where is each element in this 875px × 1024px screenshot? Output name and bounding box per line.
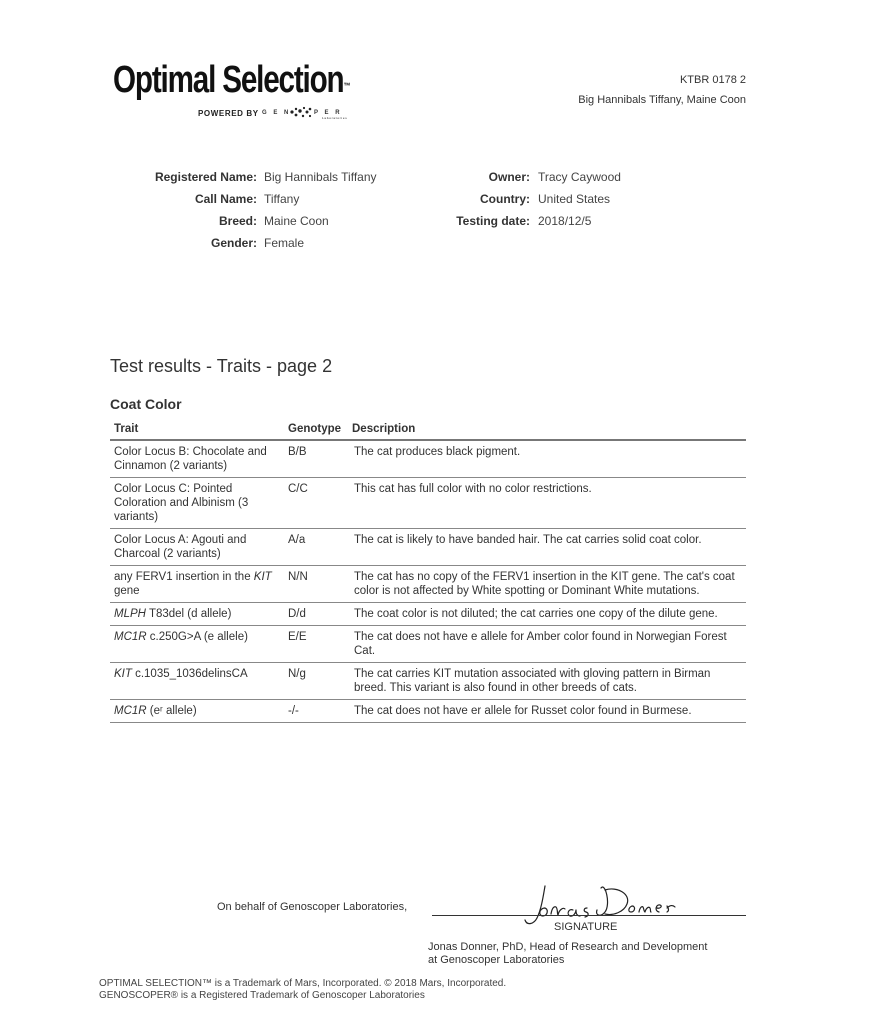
trait-cell bbox=[110, 700, 288, 723]
svg-text:P E R: P E R bbox=[313, 110, 342, 116]
table-row bbox=[110, 440, 746, 478]
footer-line-1: OPTIMAL SELECTION™ is a Trademark of Mars, Incorporated. © 2018 Mars, Incorporated. bbox=[99, 978, 507, 989]
footer bbox=[99, 978, 506, 1002]
coat-color-heading: Coat Color bbox=[110, 396, 182, 412]
signatory-line-2: at Genoscoper Laboratories bbox=[428, 954, 565, 966]
description-cell: The cat does not have e allele for Amber color found in Norwegian Forest Cat. bbox=[350, 626, 746, 663]
signature-line bbox=[432, 915, 746, 916]
testing-date-value: 2018/12/5 bbox=[538, 214, 592, 228]
testing-date-label: Testing date: bbox=[456, 214, 530, 228]
header-description: Description bbox=[350, 422, 746, 440]
table-row bbox=[110, 663, 746, 700]
registered-name-label: Registered Name: bbox=[154, 170, 257, 184]
trait-cell bbox=[110, 626, 288, 663]
country-label: Country: bbox=[480, 192, 530, 206]
svg-text:G E N: G E N bbox=[261, 110, 291, 116]
trait-gene: MC1R bbox=[114, 631, 147, 643]
description-cell: The cat has no copy of the FERV1 insertion in the KIT gene. The cat's coat color is not affected by White spotting or Dominant White mutations. bbox=[350, 566, 746, 603]
trait-cell bbox=[110, 566, 288, 603]
trait-gene: KIT bbox=[253, 571, 272, 583]
table-row bbox=[110, 529, 746, 566]
trait-text: c.1035_1036delinsCA bbox=[131, 668, 248, 680]
trait-tail: gene bbox=[114, 585, 140, 597]
trait-gene: MC1R bbox=[114, 705, 147, 717]
logo-powered-by bbox=[198, 106, 347, 120]
footer-line-2: GENOSCOPER® is a Registered Trademark of Genoscoper Laboratories bbox=[99, 990, 425, 1001]
registered-name-value: Big Hannibals Tiffany bbox=[264, 170, 377, 184]
table-row bbox=[110, 478, 746, 529]
trait-text: (eʳ allele) bbox=[146, 705, 197, 717]
table-row bbox=[110, 603, 746, 626]
section-title: Test results - Traits - page 2 bbox=[110, 356, 333, 376]
genotype-cell: C/C bbox=[288, 478, 350, 529]
logo-tm: ™ bbox=[343, 81, 351, 91]
trait-cell bbox=[110, 529, 288, 566]
gender-value: Female bbox=[264, 236, 305, 250]
trait-cell bbox=[110, 478, 288, 529]
trait-cell bbox=[110, 440, 288, 478]
description-cell: The cat does not have er allele for Russet color found in Burmese. bbox=[350, 700, 746, 723]
header-trait: Trait bbox=[110, 422, 288, 440]
description-cell: This cat has full color with no color restrictions. bbox=[350, 478, 746, 529]
trait-text: Color Locus C: Pointed Coloration and Albinism (3 variants) bbox=[114, 483, 249, 523]
table-row bbox=[110, 566, 746, 603]
trait-text: any FERV1 insertion in the bbox=[114, 571, 254, 583]
genotype-cell: B/B bbox=[288, 440, 350, 478]
report-subject: Big Hannibals Tiffany, Maine Coon bbox=[578, 94, 746, 106]
owner-label: Owner: bbox=[488, 170, 530, 184]
description-cell: The cat produces black pigment. bbox=[350, 440, 746, 478]
genotype-cell: A/a bbox=[288, 529, 350, 566]
trait-gene: MLPH bbox=[114, 608, 146, 620]
signature-caption: SIGNATURE bbox=[554, 921, 618, 933]
description-cell: The coat color is not diluted; the cat carries one copy of the dilute gene. bbox=[350, 603, 746, 626]
on-behalf-text: On behalf of Genoscoper Laboratories, bbox=[217, 901, 408, 913]
call-name-value: Tiffany bbox=[264, 192, 300, 206]
report-code: KTBR 0178 2 bbox=[679, 74, 746, 86]
description-cell: The cat is likely to have banded hair. The cat carries solid coat color. bbox=[350, 529, 746, 566]
header-right bbox=[578, 70, 746, 110]
genoscoper-logo-icon bbox=[262, 106, 347, 120]
genotype-cell: N/g bbox=[288, 663, 350, 700]
genotype-cell: -/- bbox=[288, 700, 350, 723]
trait-gene: KIT bbox=[114, 668, 132, 680]
trait-text: T83del (d allele) bbox=[145, 608, 232, 620]
genotype-cell: D/d bbox=[288, 603, 350, 626]
genotype-cell: E/E bbox=[288, 626, 350, 663]
trait-cell bbox=[110, 663, 288, 700]
logo-text: Optimal Selection bbox=[113, 59, 344, 101]
breed-label: Breed: bbox=[218, 214, 257, 228]
logo-title bbox=[113, 58, 350, 102]
country-value: United States bbox=[538, 192, 611, 206]
table-row bbox=[110, 626, 746, 663]
table-header-row bbox=[110, 422, 746, 440]
coat-color-table bbox=[110, 422, 746, 723]
breed-value: Maine Coon bbox=[264, 214, 329, 228]
description-cell: The cat carries KIT mutation associated with gloving pattern in Birman breed. This variant is also found in other breeds of cats. bbox=[350, 663, 746, 700]
trait-text: Color Locus B: Chocolate and Cinnamon (2 variants) bbox=[114, 446, 267, 472]
header-genotype: Genotype bbox=[288, 422, 350, 440]
gender-label: Gender: bbox=[210, 236, 257, 250]
powered-by-label: POWERED BY bbox=[198, 108, 259, 118]
call-name-label: Call Name: bbox=[194, 192, 257, 206]
signatory-line-1: Jonas Donner, PhD, Head of Research and Development bbox=[428, 941, 708, 953]
owner-value: Tracy Caywood bbox=[538, 170, 621, 184]
svg-text:Laboratories: Laboratories bbox=[321, 116, 347, 120]
trait-text: Color Locus A: Agouti and Charcoal (2 variants) bbox=[114, 534, 247, 560]
trait-cell bbox=[110, 603, 288, 626]
signatory-name bbox=[428, 941, 707, 967]
genotype-cell: N/N bbox=[288, 566, 350, 603]
table-row bbox=[110, 700, 746, 723]
trait-text: c.250G>A (e allele) bbox=[146, 631, 248, 643]
